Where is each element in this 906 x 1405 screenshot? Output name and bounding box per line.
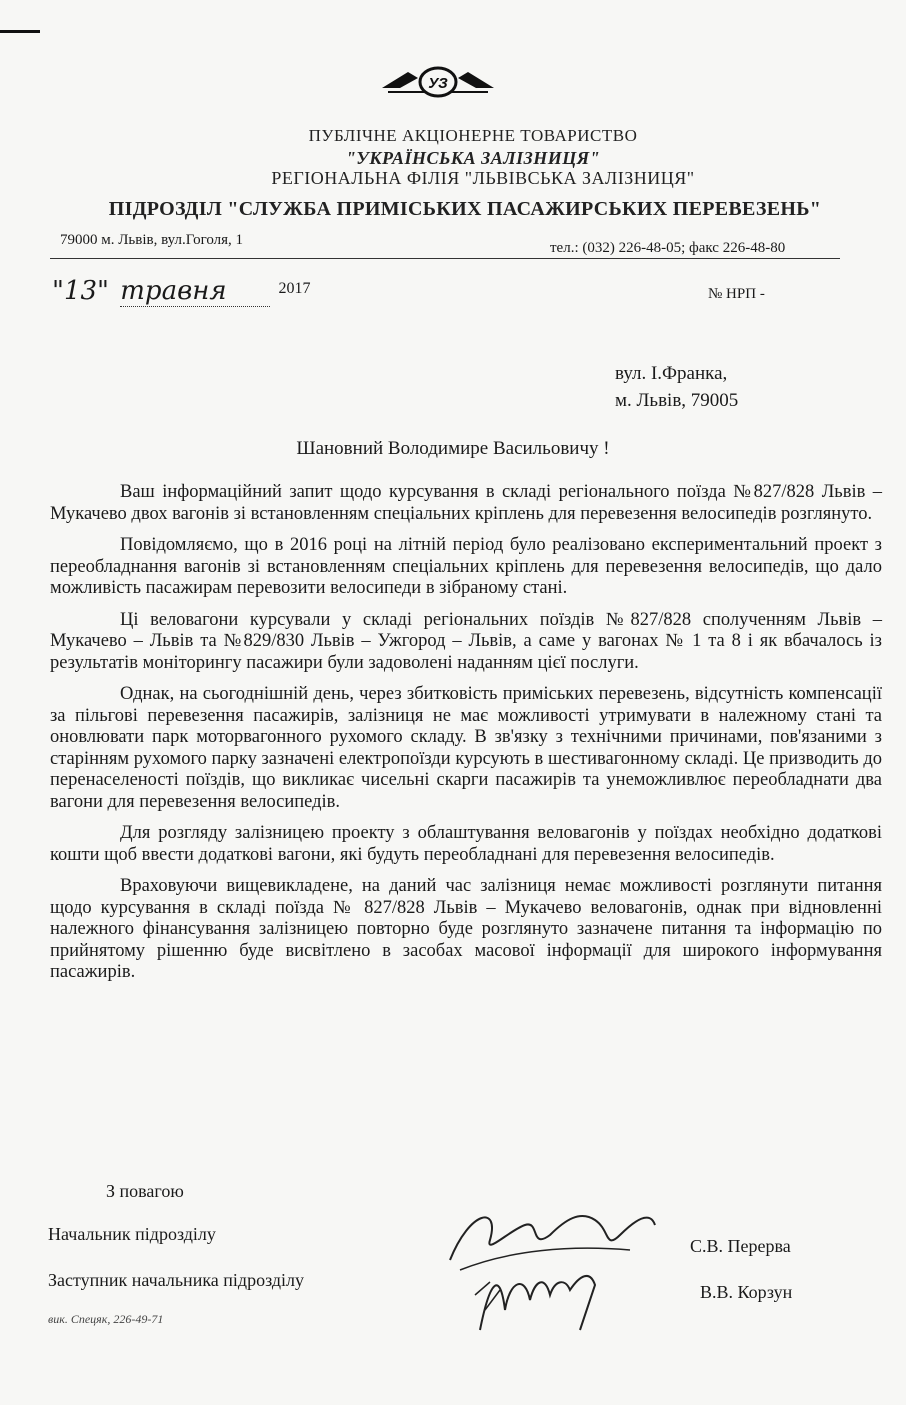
- letter-date: [52, 276, 311, 307]
- date-year: 2017: [278, 280, 311, 297]
- body-paragraph: Для розгляду залізницею проекту з облаштування веловагонів у поїздах необхідно додаткові кошти щоб ввести додаткові вагони, які будуть переобладнані для перевезення велосипедів.: [50, 823, 882, 865]
- executor-note: вик. Спецяк, 226-49-71: [48, 1312, 164, 1326]
- signatory-name-1: С.В. Перерва: [690, 1236, 791, 1256]
- document-number: № НРП -: [708, 286, 765, 302]
- logo-text: УЗ: [428, 75, 448, 92]
- recipient-line-1: вул. І.Франка,: [615, 363, 728, 384]
- recipient-line-2: м. Львів, 79005: [615, 390, 739, 411]
- sender-address: 79000 м. Львів, вул.Гоголя, 1: [60, 232, 244, 248]
- body-paragraph: Повідомляємо, що в 2016 році на літній період було реалізовано експериментальний проект з переобладнання вагонів зі встановленням спеціальних кріплень для перевезення велосипедів, що дало можливість пасажирам перевозити велосипеди в зібраному стані.: [50, 535, 882, 598]
- body-paragraph: Ваш інформаційний запит щодо курсування в складі регіонального поїзда №827/828 Львів – Мукачево двох вагонів зі встановленням спеціальних кріплень для перевезення велосипедів розглянуто.: [50, 482, 882, 524]
- signatory-title-1: Начальник підрозділу: [48, 1224, 216, 1244]
- corner-mark: [0, 30, 40, 33]
- uz-logo-icon: [378, 58, 498, 108]
- letterhead-line-1: ПУБЛІЧНЕ АКЦІОНЕРНЕ ТОВАРИСТВО: [308, 126, 638, 145]
- header-divider: [50, 258, 840, 259]
- body-paragraph: Ці веловагони курсували у складі регіональних поїздів №827/828 сполученням Львів – Мукачево – Львів та №829/830 Львів – Ужгород – Львів, а саме у вагонах № 1 та 8 і як вбачалось із результатів моніторингу пасажири були задоволені наданням цієї послуги.: [50, 609, 882, 673]
- letterhead-line-3: РЕГІОНАЛЬНА ФІЛІЯ "ЛЬВІВСЬКА ЗАЛІЗНИЦЯ": [271, 168, 695, 188]
- handwritten-signature: [430, 1190, 670, 1340]
- signatory-name-2: В.В. Корзун: [700, 1282, 793, 1302]
- letter-body: [50, 482, 882, 994]
- letterhead-line-2: "УКРАЇНСЬКА ЗАЛІЗНИЦЯ": [345, 148, 601, 168]
- closing: З повагою: [106, 1181, 184, 1201]
- body-paragraph: Враховуючи вищевикладене, на даний час залізниця немає можливості розглянути питання щодо курсування в складі поїзда № 827/828 Львів – Мукачево веловагонів, однак при відновленні належного фінансування залізницею повторно буде розглянуто зазначене питання та інформацію по прийнятому рішенню буде висвітлено в засобах масової інформації для широкого інформування пасажирів.: [50, 876, 882, 982]
- recipient-address: [615, 360, 738, 414]
- sender-contacts: тел.: (032) 226-48-05; факс 226-48-80: [550, 240, 786, 256]
- signatory-title-2: Заступник начальника підрозділу: [48, 1270, 305, 1290]
- date-month: травня: [120, 276, 270, 307]
- date-day: "13": [52, 276, 110, 306]
- letterhead-line-4: ПІДРОЗДІЛ "СЛУЖБА ПРИМІСЬКИХ ПАСАЖИРСЬКИХ ПЕРЕВЕЗЕНЬ": [108, 198, 822, 220]
- body-paragraph: Однак, на сьогоднішній день, через збитковість приміських перевезень, відсутність компенсації за пільгові перевезення пасажирів, залізниця не має можливості утримувати в належному стані та оновлювати парк моторвагонного рухомого складу. В зв'язку з технічними причинами, пов'язаними з старінням рухомого парку зазначені електропоїзди курсують в шестивагонному складі. Це призводить до перенаселеності поїздів, що викликає чисельні скарги пасажирів та унеможливлює переобладнати два вагони для перевезення велосипедів.: [50, 684, 882, 812]
- salutation: Шановний Володимире Васильовичу !: [296, 438, 610, 459]
